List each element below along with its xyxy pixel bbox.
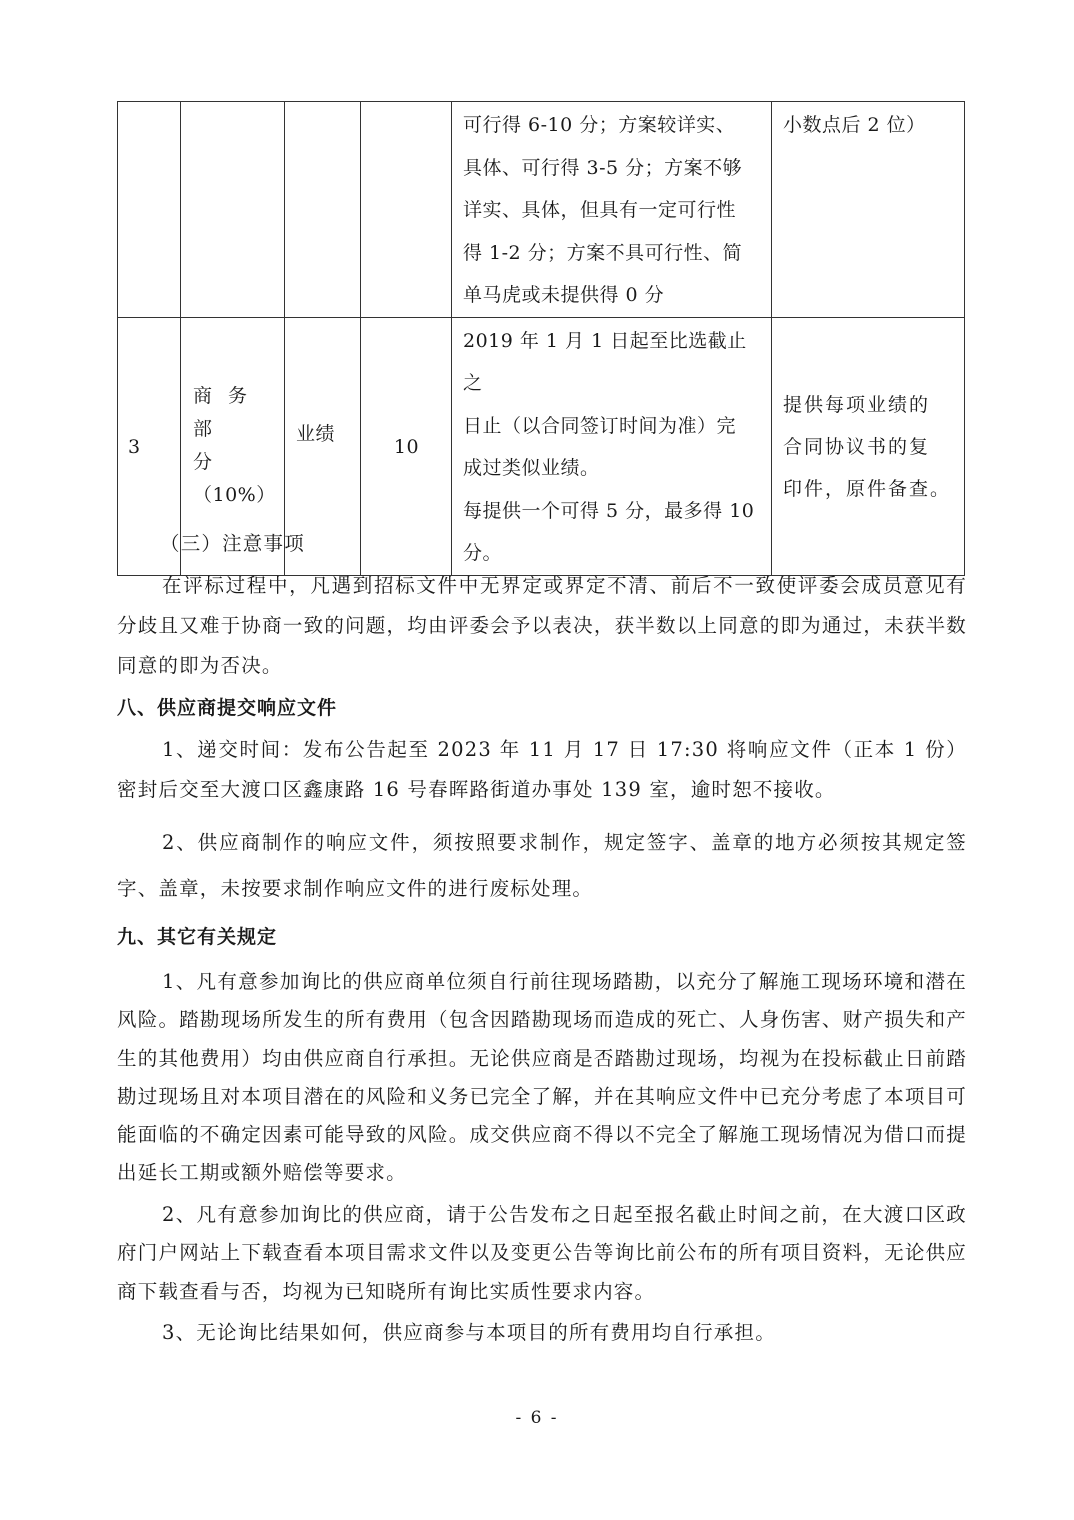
- table-row: [118, 102, 965, 318]
- cell-score: [361, 102, 452, 318]
- section9-heading: 九、其它有关规定: [117, 926, 278, 948]
- cell-criteria: [452, 102, 772, 318]
- scoring-table: [117, 101, 965, 576]
- criteria-line: 每提供一个可得 5 分，最多得 10: [463, 499, 755, 522]
- cell-number: [118, 102, 181, 318]
- section8-heading: 八、供应商提交响应文件: [117, 697, 338, 719]
- section9-item3: 3、无论询比结果如何，供应商参与本项目的所有费用均自行承担。: [162, 1321, 776, 1344]
- cell-score: 10: [361, 317, 452, 575]
- notes-paragraph: 在评标过程中，凡遇到招标文件中无界定或界定不清、前后不一致使评委会成员意见有分歧且又难于协商一致的问题，均由评委会予以表决，获半数以上同意的即为通过，未获半数同意的即为否决。: [117, 574, 967, 677]
- criteria-line: 可行得 6-10 分；方案较详实、: [463, 114, 736, 136]
- remark-line: 提供每项业绩的: [783, 394, 931, 416]
- cell-number: 3: [118, 317, 181, 575]
- criteria-line: 日止（以合同签订时间为准）完: [463, 414, 737, 437]
- section8-item2: 2、供应商制作的响应文件，须按照要求制作，规定签字、盖章的地方必须按其规定签字、盖章，未按要求制作响应文件的进行废标处理。: [117, 831, 967, 900]
- remark-line: 印件，原件备查。: [783, 478, 952, 500]
- criteria-line: 单马虎或未提供得 0 分: [463, 284, 665, 306]
- criteria-line: 具体、可行得 3-5 分；方案不够: [463, 156, 743, 179]
- section9-item1: 1、凡有意参加询比的供应商单位须自行前往现场踏勘，以充分了解施工现场环境和潜在风险。踏勘现场所发生的所有费用（包含因踏勘现场而造成的死亡、人身伤害、财产损失和产生的其他费用）均由供应商自行承担。无论供应商是否踏勘过现场，均视为在投标截止日前踏勘过现场且对本项目潜在的风险和义务已完全了解，并在其响应文件中已充分考虑了本项目可能面临的不确定因素可能导致的风险。成交供应商不得以不完全了解施工现场情况为借口而提出延长工期或额外赔偿等要求。: [117, 970, 967, 1185]
- cell-item: 业绩: [285, 317, 361, 575]
- criteria-line: 得 1-2 分；方案不具可行性、简: [463, 241, 743, 264]
- criteria-line: 成过类似业绩。: [463, 457, 600, 479]
- cell-category: [181, 102, 285, 318]
- section8-item1: 1、递交时间：发布公告起至 2023 年 11 月 17 日 17:30 将响应文件（正本 1 份）密封后交至大渡口区鑫康路 16 号春晖路街道办事处 139 室，逾时恕不接收。: [117, 738, 967, 801]
- cell-remark: [772, 102, 965, 318]
- remark-line: 合同协议书的复: [783, 436, 931, 458]
- notes-heading: （三）注意事项: [160, 532, 305, 555]
- section9-item2: 2、凡有意参加询比的供应商，请于公告发布之日起至报名截止时间之前，在大渡口区政府门户网站上下载查看本项目需求文件以及变更公告等询比前公布的所有项目资料，无论供应商下载查看与否，均视为已知晓所有询比实质性要求内容。: [117, 1203, 967, 1303]
- cell-category: 商 务 部 分（10%）: [181, 317, 285, 575]
- criteria-line: 2019 年 1 月 1 日起至比选截止之: [463, 329, 747, 394]
- remark-line: 小数点后 2 位）: [783, 114, 926, 136]
- criteria-line: 分。: [463, 542, 503, 564]
- page-number: - 6 -: [515, 1408, 559, 1428]
- criteria-line: 详实、具体，但具有一定可行性: [463, 199, 737, 221]
- cell-item: [285, 102, 361, 318]
